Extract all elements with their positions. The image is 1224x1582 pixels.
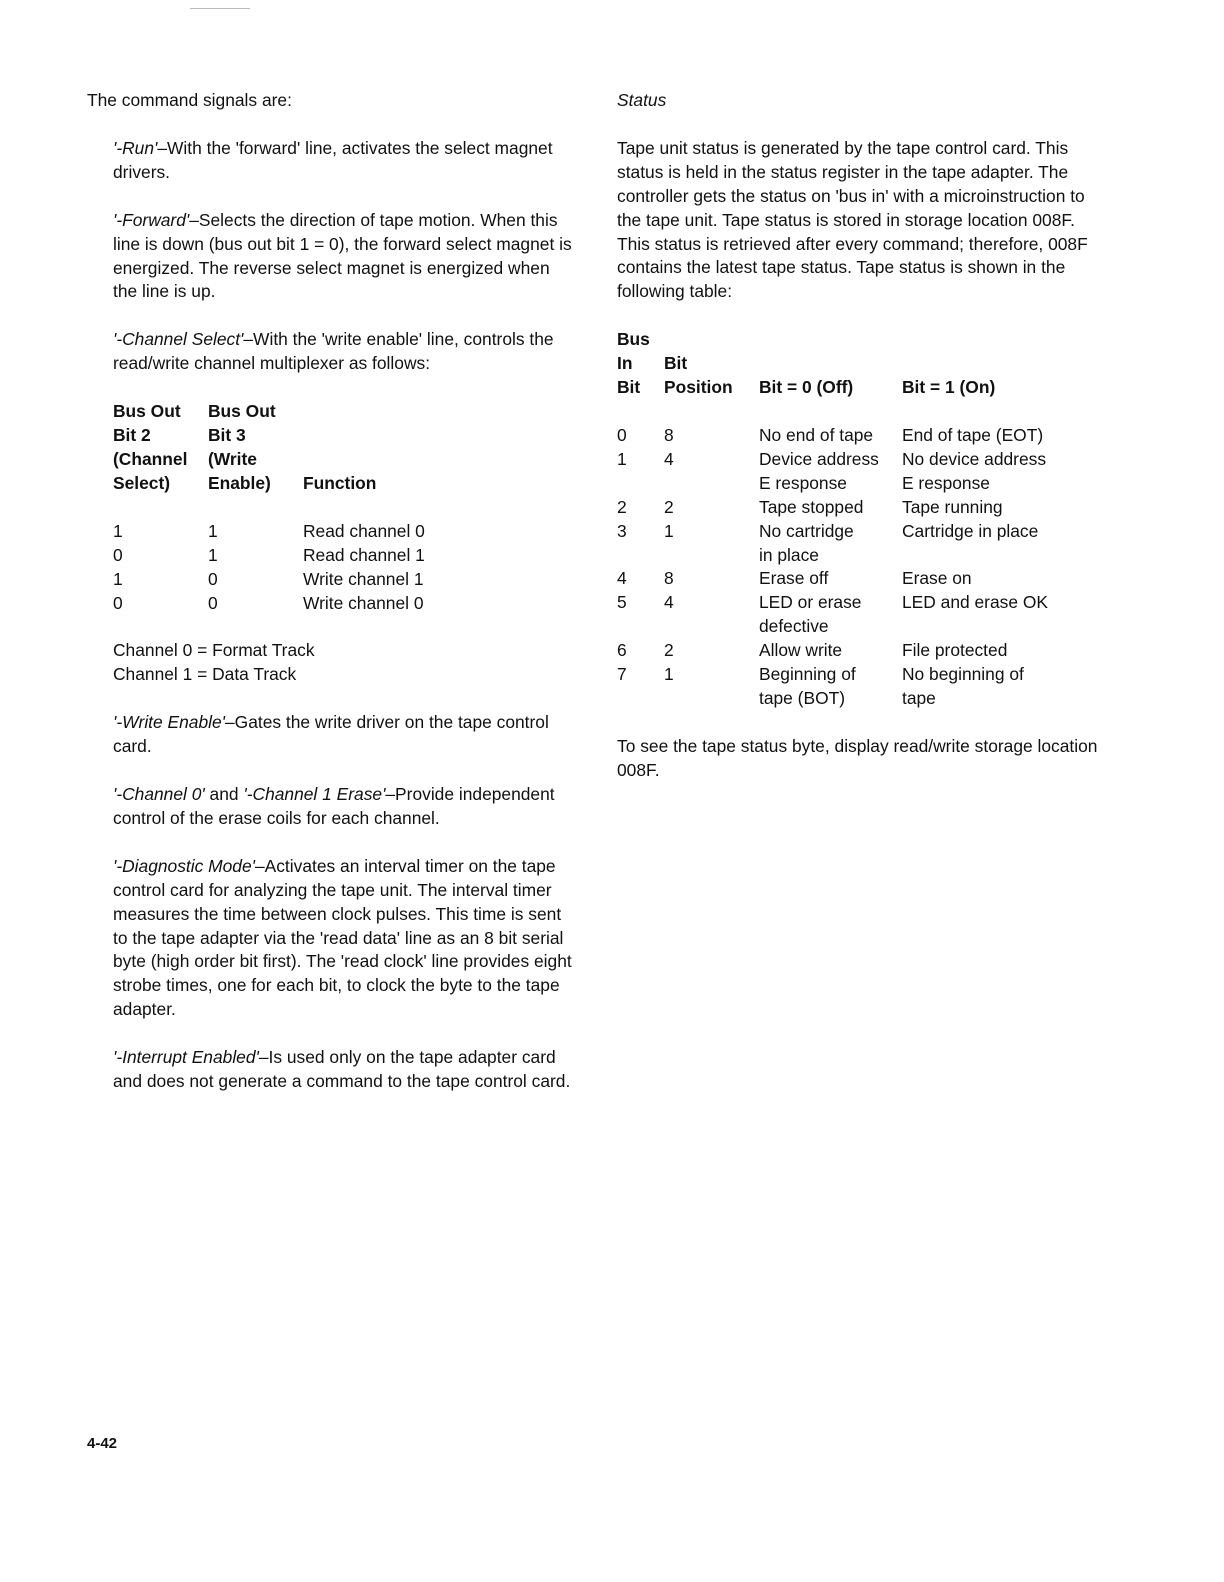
table-cell (902, 496, 1048, 520)
header-line: Bus Out (208, 401, 276, 422)
table-cell (617, 639, 664, 663)
table-row (617, 424, 1048, 448)
cell-line: 1 (617, 448, 627, 469)
cell-line: Tape stopped (759, 496, 864, 517)
header-bus-in-bit (617, 328, 664, 400)
header-line: Bit 3 (208, 425, 246, 446)
scan-artifact-rule (190, 8, 250, 9)
table-cell (759, 448, 902, 496)
table-cell (617, 424, 664, 448)
header-function (303, 400, 425, 496)
table-cell (617, 591, 664, 639)
table-row (617, 520, 1048, 568)
table-cell (902, 567, 1048, 591)
left-column (87, 89, 577, 1118)
signal-description: –Is used only on the tape adapter card and does not generate a command to the tape control card. (113, 1047, 571, 1092)
table-row (113, 544, 425, 568)
cell-line: tape (902, 687, 936, 708)
signal-term: '-Interrupt Enabled' (113, 1047, 259, 1068)
table-cell (759, 639, 902, 663)
table-cell (617, 448, 664, 496)
table-row (113, 592, 425, 616)
signal-description: –Gates the write driver on the tape control card. (113, 712, 549, 757)
cell-line: 1 (664, 520, 674, 541)
table-cell (664, 639, 759, 663)
table-row (617, 567, 1048, 591)
cell-line: in place (759, 544, 819, 565)
cell-line: LED or erase (759, 592, 862, 613)
cell-line: Cartridge in place (902, 520, 1039, 541)
status-outro: To see the tape status byte, display read/write storage location 008F. (617, 735, 1098, 780)
cell-line: 4 (664, 448, 674, 469)
table-cell (759, 663, 902, 711)
table-row (617, 663, 1048, 711)
cell-line: defective (759, 616, 829, 637)
cell-line: No beginning of (902, 664, 1024, 685)
cell-line: LED and erase OK (902, 592, 1048, 613)
table-cell: 0 (208, 592, 218, 613)
cell-line: 8 (664, 568, 674, 589)
legend-line: Channel 0 = Format Track (113, 640, 315, 661)
section-heading-status: Status (617, 90, 667, 110)
table-spacer (617, 400, 1048, 424)
signal-diagnostic-mode (113, 855, 577, 1022)
table-cell (759, 520, 902, 568)
table-cell (617, 496, 664, 520)
cell-line: Device address (759, 448, 879, 469)
table-row (617, 496, 1048, 520)
header-line: Enable) (208, 472, 271, 493)
header-line: Select) (113, 472, 171, 493)
cell-line: 4 (664, 592, 674, 613)
table-cell: 0 (208, 568, 218, 589)
table-cell (902, 424, 1048, 448)
table-cell: Read channel 1 (303, 544, 425, 565)
table-cell (759, 591, 902, 639)
signal-interrupt-enabled (113, 1046, 577, 1094)
table-cell: Write channel 0 (303, 592, 424, 613)
cell-line: Tape running (902, 496, 1003, 517)
signal-description: –With the 'write enable' line, controls the read/write channel multiplexer as follows: (113, 329, 554, 374)
signal-term: '-Forward' (113, 209, 190, 230)
table-row (617, 639, 1048, 663)
table-cell (617, 520, 664, 568)
cell-line: Beginning of (759, 664, 856, 685)
header-bus-out-bit-2 (113, 400, 208, 496)
cell-line: 5 (617, 592, 627, 613)
table-cell (902, 448, 1048, 496)
tape-status-table (617, 328, 1048, 711)
cell-line: File protected (902, 640, 1008, 661)
cell-line: 2 (664, 640, 674, 661)
header-bit-off (759, 328, 902, 400)
cell-line: E response (902, 472, 990, 493)
table-cell: 1 (113, 520, 123, 541)
table-spacer (113, 496, 425, 520)
status-intro: Tape unit status is generated by the tape control card. This status is held in the status register in the tape adapter. The controller gets the status on 'bus in' with a microinstruction to the tape unit. Tape status is stored in storage location 008F. This status is retrieved after every command; therefore, 008F contains the latest tape status. Tape status is shown in the following table: (617, 137, 1088, 302)
table-row (113, 520, 425, 544)
channel-select-table (113, 400, 425, 615)
signal-description: –Activates an interval timer on the tape control card for analyzing the tape unit. The interval timer measures the time between clock pulses. This time is sent to the tape adapter via the 'read data' line as an 8 bit serial byte (high order bit first). The 'read clock' line provides eight strobe times, one for each bit, to clock the byte to the tape adapter. (113, 855, 572, 1020)
table-cell (664, 496, 759, 520)
signal-run (113, 137, 577, 185)
cell-line: 2 (617, 496, 627, 517)
signal-write-enable (113, 711, 577, 759)
page-number: 4-42 (87, 1435, 118, 1452)
signal-description: –Selects the direction of tape motion. When this line is down (bus out bit 1 = 0), the forward select magnet is energized. The reverse select magnet is energized when the line is up. (113, 209, 572, 302)
signal-term: '-Channel Select' (113, 329, 244, 350)
table-cell (902, 663, 1048, 711)
status-table-body (617, 424, 1048, 711)
cell-line: E response (759, 472, 847, 493)
header-line: (Channel (113, 448, 188, 469)
table-cell: 0 (113, 592, 123, 613)
channel-legend (113, 639, 577, 687)
signal-connector: and (204, 784, 244, 805)
header-line: Bit = 0 (Off) (759, 377, 854, 398)
cell-line: Allow write (759, 640, 843, 661)
signal-term: '-Run' (113, 137, 158, 158)
table-cell (664, 520, 759, 568)
header-line: Position (664, 377, 733, 398)
signal-term: '-Diagnostic Mode' (113, 855, 255, 876)
signal-description: –Provide independent control of the erase coils for each channel. (113, 784, 555, 828)
cell-line: Erase on (902, 568, 972, 589)
cell-line: Erase off (759, 568, 829, 589)
cell-line: 4 (617, 568, 627, 589)
table-cell (664, 567, 759, 591)
table-cell (664, 424, 759, 448)
table-header-row (617, 328, 1048, 400)
table-cell: Write channel 1 (303, 568, 424, 589)
cell-line: 1 (664, 664, 674, 685)
table-cell (759, 496, 902, 520)
table-row (617, 591, 1048, 639)
table-cell (617, 663, 664, 711)
table-cell (902, 520, 1048, 568)
table-cell (664, 663, 759, 711)
signal-description: –With the 'forward' line, activates the select magnet drivers. (113, 137, 553, 182)
cell-line: 8 (664, 424, 674, 445)
header-bit-position (664, 328, 759, 400)
table-header-row (113, 400, 425, 496)
table-cell (902, 591, 1048, 639)
header-line: Bus (617, 329, 650, 350)
table-cell: 1 (208, 520, 218, 541)
cell-line: No cartridge (759, 520, 854, 541)
header-bit-on (902, 328, 1048, 400)
legend-line: Channel 1 = Data Track (113, 664, 297, 685)
table-cell (902, 639, 1048, 663)
cell-line: 3 (617, 520, 627, 541)
header-line: Bit (664, 353, 688, 374)
header-line: Function (303, 472, 377, 493)
table-cell: 1 (113, 568, 123, 589)
signal-term: '-Write Enable' (113, 712, 225, 733)
right-column (617, 89, 1107, 783)
cell-line: 7 (617, 664, 627, 685)
cell-line: tape (BOT) (759, 687, 846, 708)
table-cell (664, 591, 759, 639)
header-line: In (617, 353, 633, 374)
cell-line: 6 (617, 640, 627, 661)
header-line: Bit (617, 377, 641, 398)
header-line: Bit 2 (113, 425, 151, 446)
table-cell: 0 (113, 544, 123, 565)
table-cell (759, 424, 902, 448)
cell-line: 2 (664, 496, 674, 517)
table-cell (617, 567, 664, 591)
table-cell (759, 567, 902, 591)
table-cell: Read channel 0 (303, 520, 425, 541)
table-row (617, 448, 1048, 496)
cell-line: No end of tape (759, 424, 874, 445)
header-bus-out-bit-3 (208, 400, 303, 496)
signal-term: '-Channel 0' (113, 784, 205, 805)
signal-forward (113, 209, 577, 305)
header-line: Bit = 1 (On) (902, 377, 996, 398)
signal-term: '-Channel 1 Erase' (243, 784, 386, 805)
cell-line: No device address (902, 448, 1047, 469)
table-cell (664, 448, 759, 496)
header-line: Bus Out (113, 401, 181, 422)
signal-channel-select (113, 328, 577, 376)
table-row (113, 568, 425, 592)
header-line: (Write (208, 448, 257, 469)
table-cell: 1 (208, 544, 218, 565)
cell-line: End of tape (EOT) (902, 424, 1044, 445)
cell-line: 0 (617, 424, 627, 445)
command-intro: The command signals are: (87, 90, 292, 110)
signal-channel-erase (113, 783, 577, 831)
